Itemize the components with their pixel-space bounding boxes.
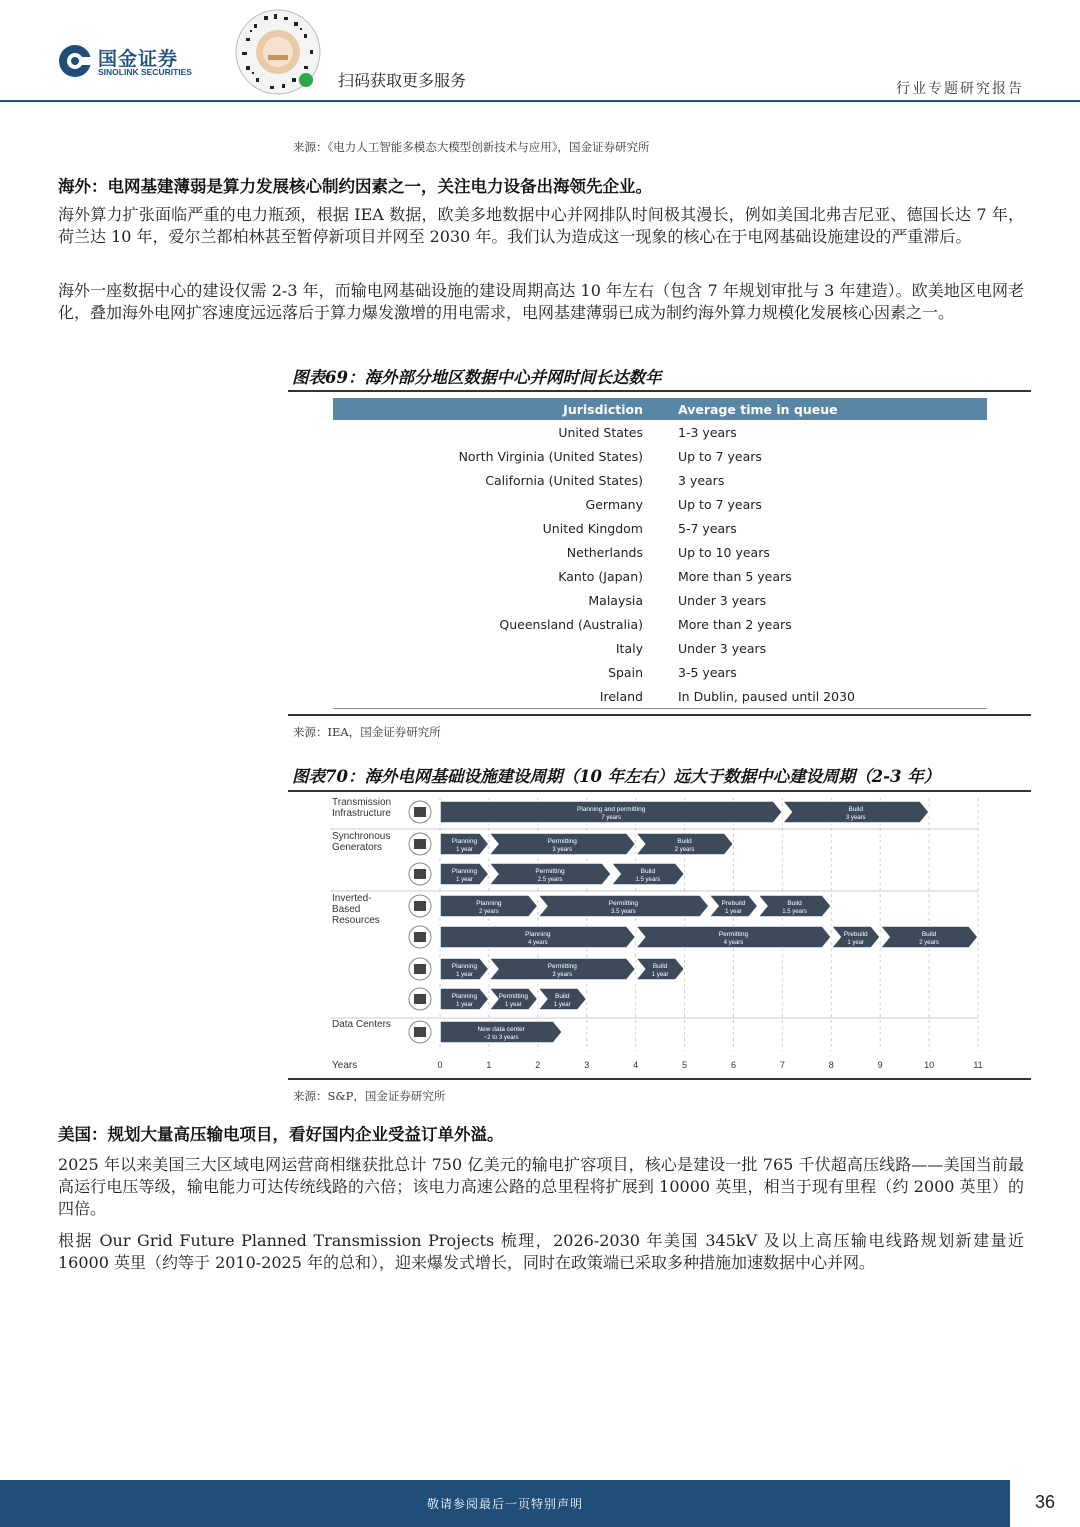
segment-label: Permitting <box>608 900 639 907</box>
cell-jurisdiction: Ireland <box>599 688 643 704</box>
table-row <box>333 468 987 492</box>
battery-icon-glyph <box>414 994 426 1004</box>
cell-jurisdiction: Italy <box>615 640 643 656</box>
segment-duration: 3.5 years <box>611 909 636 915</box>
segment-duration: 7 years <box>601 815 622 821</box>
segment-duration: 2 years <box>919 940 939 946</box>
segment-duration: 1 year <box>553 1002 571 1008</box>
segment-label: Build <box>677 838 692 845</box>
segment-duration: 2 years <box>479 909 499 915</box>
segment-duration: 1.5 years <box>635 877 661 883</box>
cell-average-time: 1-3 years <box>678 424 737 440</box>
segment-label: Planning <box>476 900 502 907</box>
cell-average-time: In Dublin, paused until 2030 <box>678 688 855 704</box>
table-row <box>333 636 987 660</box>
x-axis-label: Years <box>332 1060 358 1071</box>
cell-average-time: Under 3 years <box>678 592 767 608</box>
page-header <box>0 0 1080 102</box>
table-row <box>333 612 987 636</box>
x-tick-label: 3 <box>584 1060 590 1070</box>
segment-label: Planning <box>525 931 551 938</box>
segment-label: Build <box>921 931 937 938</box>
figure70-top-rule <box>288 790 1031 792</box>
table-row <box>333 660 987 684</box>
segment-duration: 1 year <box>456 847 473 853</box>
queue-time-table <box>333 398 987 708</box>
cell-average-time: Up to 7 years <box>678 448 762 464</box>
offshore-wind-icon-glyph <box>414 932 426 942</box>
factory-icon-glyph <box>414 869 426 879</box>
table-row <box>333 564 987 588</box>
section2-para2: 根据 Our Grid Future Planned Transmission Projects 梳理，2026-2030 年美国 345kV 及以上高压输电线路规划新建量近 16000 英里（约等于 2010-2025 年的总和），迎来爆发式增长，同时在政策端已采取多种措施加速数据中心并网。 <box>58 1231 1024 1272</box>
page-footer <box>0 1480 1080 1527</box>
figure69-source: 来源：IEA，国金证券研究所 <box>293 725 441 739</box>
cell-jurisdiction: California (United States) <box>485 472 643 488</box>
segment-label: Permitting <box>547 838 577 845</box>
solar-panel-icon-glyph <box>414 964 426 974</box>
qr-code-icon[interactable] <box>234 8 322 96</box>
table-header <box>333 398 987 420</box>
section2-para1: 2025 年以来美国三大区域电网运营商相继获批总计 750 亿美元的输电扩容项目，核心是建设一批 765 千伏超高压线路——美国当前最高运行电压等级，输电能力可达传统线路的六倍；该电力高速公路的总里程将扩展到 10000 英里，相当于现有里程（约 2000 英里）的四倍。 <box>58 1155 1024 1218</box>
x-tick-label: 2 <box>535 1060 541 1070</box>
brand-name-cn: 国金证券 <box>98 48 179 70</box>
data-center-icon-glyph <box>414 1027 426 1037</box>
cell-average-time: Up to 10 years <box>678 544 770 560</box>
group-label: Inverted-Based Resources <box>332 893 380 926</box>
cell-average-time: 5-7 years <box>678 520 737 536</box>
group-label: Transmission Infrastructure <box>332 797 392 819</box>
page-number: 36 <box>1034 1492 1056 1512</box>
section1-para2: 海外一座数据中心的建设仅需 2-3 年，而输电网基础设施的建设周期高达 10 年左右（包含 7 年规划审批与 3 年建造）。欧美地区电网老化，叠加海外电网扩容速度远远落后于算力爆发激增的用电需求，电网基建薄弱已成为制约海外算力规模化发展核心因素之一。 <box>58 281 1024 322</box>
x-tick-label: 9 <box>877 1060 883 1070</box>
table-bottom-line <box>333 708 987 709</box>
table-row <box>333 444 987 468</box>
figure70-title: 图表70：海外电网基础设施建设周期（10 年左右）远大于数据中心建设周期（2-3 年） <box>292 767 941 786</box>
x-tick-label: 1 <box>486 1060 492 1070</box>
table-row <box>333 588 987 612</box>
cell-jurisdiction: Malaysia <box>588 592 643 608</box>
footer-notice[interactable]: 敬请参阅最后一页特别声明 <box>426 1497 583 1511</box>
table-row <box>333 492 987 516</box>
x-tick-label: 8 <box>828 1060 834 1070</box>
x-tick-label: 0 <box>437 1060 443 1070</box>
cell-average-time: More than 2 years <box>678 616 792 632</box>
segment-duration: 4 years <box>723 940 744 946</box>
brand-name-en: SINOLINK SECURITIES <box>98 67 192 77</box>
cell-jurisdiction: North Virginia (United States) <box>458 448 643 464</box>
cell-jurisdiction: Netherlands <box>566 544 643 560</box>
figure70-bottom-rule <box>288 1078 1031 1080</box>
segment-label: Build <box>848 806 863 813</box>
segment-duration: 1 year <box>456 972 473 978</box>
figure69-title: 图表69：海外部分地区数据中心并网时间长达数年 <box>292 368 662 387</box>
figure70-source: 来源：S&P，国金证券研究所 <box>293 1089 446 1103</box>
source-note-top: 来源：《电力人工智能多模态大模型创新技术与应用》，国金证券研究所 <box>293 140 650 154</box>
cell-jurisdiction: Queensland (Australia) <box>499 616 643 632</box>
brand-logo <box>58 44 218 80</box>
segment-label: Permitting <box>498 993 528 1000</box>
cell-average-time: Under 3 years <box>678 640 767 656</box>
segment-label: Prebuild <box>843 931 868 938</box>
segment-duration: 3 years <box>845 815 866 821</box>
build-cycle-gantt-chart <box>330 796 990 1076</box>
table-body <box>333 420 987 708</box>
segment-duration: 1 year <box>847 940 865 946</box>
report-type: 行业专题研究报告 <box>896 81 1024 97</box>
segment-label: Planning and permitting <box>577 806 646 813</box>
segment-label: Permitting <box>535 868 565 875</box>
segment-duration: 3 years <box>552 847 573 853</box>
segment-label: Planning <box>451 868 478 875</box>
table-row <box>333 420 987 444</box>
header-average-time: Average time in queue <box>678 401 838 417</box>
cell-average-time: 3 years <box>678 472 725 488</box>
section1-heading: 海外：电网基建薄弱是算力发展核心制约因素之一，关注电力设备出海领先企业。 <box>58 177 652 196</box>
segment-label: Planning <box>451 963 478 970</box>
segment-label: Permitting <box>718 931 749 938</box>
table-row <box>333 540 987 564</box>
header-divider <box>0 100 1080 102</box>
x-tick-label: 6 <box>730 1060 736 1070</box>
cell-jurisdiction: United Kingdom <box>542 520 643 536</box>
header-jurisdiction: Jurisdiction <box>563 401 643 417</box>
qr-caption: 扫码获取更多服务 <box>338 71 467 90</box>
segment-duration: ~2 to 3 years <box>483 1035 519 1041</box>
cell-average-time: More than 5 years <box>678 568 792 584</box>
table-row <box>333 516 987 540</box>
segment-duration: 1 year <box>505 1002 522 1008</box>
segment-duration: 1.5 years <box>782 909 807 915</box>
table-row <box>333 684 987 708</box>
figure69-bottom-rule <box>288 714 1031 716</box>
segment-label: New data center <box>477 1026 525 1033</box>
segment-label: Planning <box>451 838 478 845</box>
cell-jurisdiction: Germany <box>585 496 643 512</box>
group-label: Data Centers <box>332 1019 391 1030</box>
segment-duration: 1 year <box>725 909 742 915</box>
segment-duration: 3 years <box>552 972 573 978</box>
figure69-top-rule <box>288 390 1031 392</box>
x-tick-label: 7 <box>779 1060 785 1070</box>
power-plant-icon-glyph <box>414 839 426 849</box>
cell-jurisdiction: United States <box>558 424 643 440</box>
x-tick-label: 10 <box>924 1060 935 1070</box>
cell-jurisdiction: Spain <box>608 664 643 680</box>
segment-label: Build <box>640 868 656 875</box>
x-tick-label: 11 <box>973 1060 983 1070</box>
wind-turbine-icon-glyph <box>414 901 426 911</box>
segment-label: Build <box>555 993 570 1000</box>
x-tick-label: 5 <box>682 1060 688 1070</box>
sinolink-logo-icon <box>58 44 92 78</box>
transmission-tower-icon-glyph <box>414 807 426 817</box>
segment-label: Permitting <box>547 963 577 970</box>
segment-duration: 1 year <box>651 972 669 978</box>
segment-label: Planning <box>451 993 478 1000</box>
segment-duration: 1 year <box>456 877 473 883</box>
segment-duration: 2.5 years <box>537 877 563 883</box>
segment-duration: 4 years <box>527 940 548 946</box>
segment-duration: 2 years <box>674 847 695 853</box>
segment-label: Prebuild <box>721 900 746 907</box>
section2-heading: 美国：规划大量高压输电项目，看好国内企业受益订单外溢。 <box>58 1125 504 1144</box>
cell-jurisdiction: Kanto (Japan) <box>558 568 643 584</box>
segment-label: Build <box>652 963 668 970</box>
segment-label: Build <box>787 900 802 907</box>
section1-para1: 海外算力扩张面临严重的电力瓶颈，根据 IEA 数据，欧美多地数据中心并网排队时间极其漫长，例如美国北弗吉尼亚、德国长达 7 年，荷兰达 10 年，爱尔兰都柏林甚至暂停新项目并网至 2030 年。我们认为造成这一现象的核心在于电网基础设施建设的严重滞后。 <box>58 205 1024 246</box>
x-tick-label: 4 <box>633 1060 639 1070</box>
cell-average-time: Up to 7 years <box>678 496 762 512</box>
group-label: Synchronous Generators <box>332 831 391 853</box>
cell-average-time: 3-5 years <box>678 664 737 680</box>
segment-duration: 1 year <box>456 1002 473 1008</box>
